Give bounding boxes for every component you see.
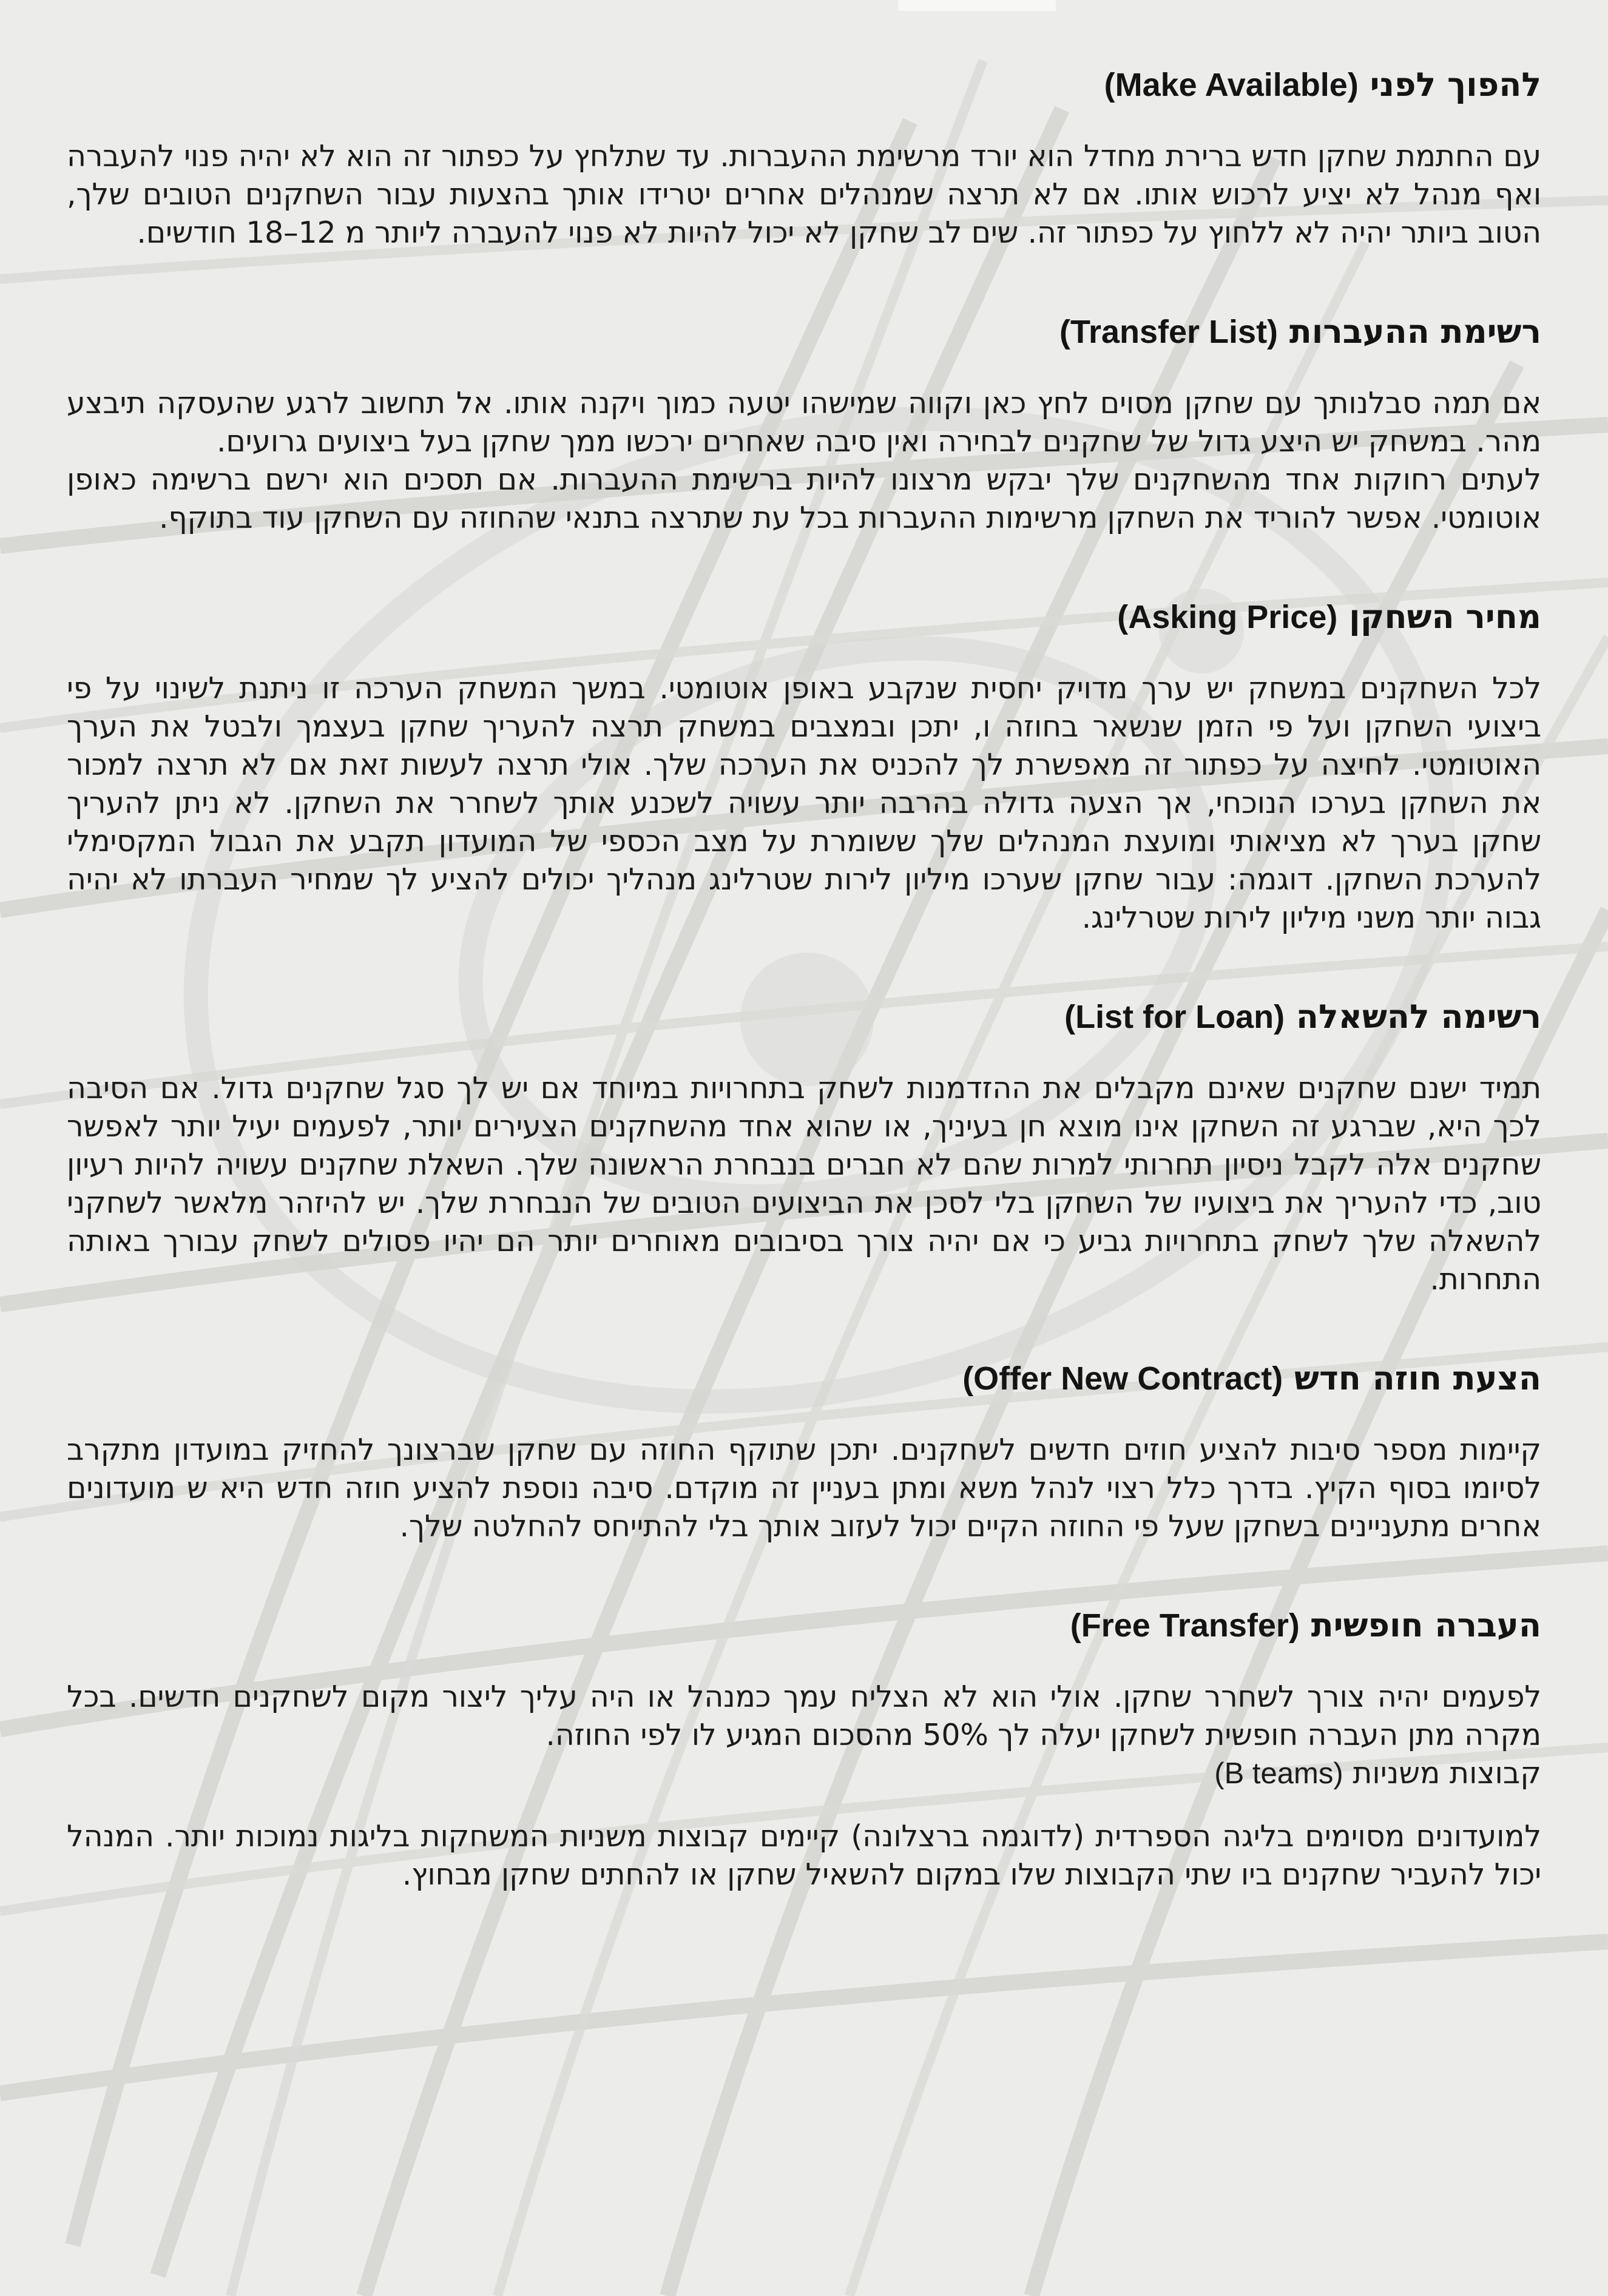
section-paragraph: קיימות מספר סיבות להציע חוזים חדשים לשחקנים. יתכן שתוקף החוזה עם שחקן שברצונך להחזיק במועדון מתקרב לסיומו בסוף הקיץ. בדרך כלל רצוי לנהל משא ומתן בעניין זה מוקדם. סיבה נוספת להציע חוזה חדש היא ש מועדונים אחרים מתעניינים בשחקן שעל פי החוזה הקיים יכול לעזוב אותך בלי להתייחס להחלטה שלך. xyxy=(67,1433,1541,1544)
section-offer-new-contract xyxy=(67,1354,1541,1545)
top-edge-highlight xyxy=(898,0,1056,11)
section-list-for-loan xyxy=(67,993,1541,1298)
section-heading xyxy=(67,308,1541,356)
heading-english: (Offer New Contract) xyxy=(962,1360,1283,1397)
heading-english: (Free Transfer) xyxy=(1070,1607,1300,1644)
heading-english: (Make Available) xyxy=(1104,67,1359,103)
section-paragraph: תמיד ישנם שחקנים שאינם מקבלים את ההזדמנות לשחק בתחרויות במיוחד אם יש לך סגל שחקנים גדול. אם הסיבה לכך היא, שברגע זה השחקן אינו מוצא חן בעיניך, או שהוא אחד מהשחקנים הצעירים יותר, לפעמים יעיל יותר לאפשר שחקנים אלה לקבל ניסיון תחרותי למרות שהם לא חברים בנבחרת הראשונה שלך. השאלת שחקנים עשויה להיות רעיון טוב, כדי להעריך את ביצועיו של השחקן בלי לסכן את הביצועים הטובים של הנבחרת שלך. יש להיזהר מלאשר לשחקני להשאלה שלך לשחק בתחרויות גביע כי אם יהיה צורך בסיבובים מאוחרים יותר הם יהיו פסולים לשחק עבורך באותה התחרות. xyxy=(67,1071,1541,1297)
section-heading xyxy=(67,993,1541,1041)
section-heading xyxy=(67,593,1541,641)
section-make-available xyxy=(67,61,1541,252)
section-transfer-list xyxy=(67,308,1541,537)
subheading-english: (B teams) xyxy=(1214,1757,1343,1790)
section-free-transfer xyxy=(67,1601,1541,1894)
subheading-b-teams xyxy=(67,1754,1541,1793)
section-paragraph: אם תמה סבלנותך עם שחקן מסוים לחץ כאן וקווה שמישהו יטעה כמוך ויקנה אותו. אל תחשוב לרגע שהעסקה תיבצע מהר. במשחק יש היצע גדול של שחקנים לבחירה ואין סיבה שאחרים ירכשו ממך שחקן בעל ביצועים גרועים. xyxy=(67,386,1541,459)
heading-hebrew: להפוך לפני xyxy=(1358,66,1541,104)
heading-english: (Transfer List) xyxy=(1059,314,1279,350)
heading-hebrew: העברה חופשית xyxy=(1299,1606,1541,1644)
section-paragraph: למועדונים מסוימים בליגה הספרדית (לדוגמה ברצלונה) קיימים קבוצות משניות המשחקות בליגות נמוכות יותר. המנהל יכול להעביר שחקנים ביו שתי הקבוצות שלו במקום להשאיל שחקן או להחתים שחקן מבחוץ. xyxy=(67,1819,1541,1892)
section-heading xyxy=(67,1601,1541,1650)
heading-english: (List for Loan) xyxy=(1064,999,1285,1035)
heading-english: (Asking Price) xyxy=(1117,599,1338,635)
section-paragraph: לפעמים יהיה צורך לשחרר שחקן. אולי הוא לא הצליח עמך כמנהל או היה עליך ליצור מקום לשחקנים חדשים. בכל מקרה מתן העברה חופשית לשחקן יעלה לך 50% מהסכום המגיע לו לפי החוזה. xyxy=(67,1680,1541,1752)
document-body xyxy=(67,61,1541,1894)
section-paragraph: לכל השחקנים במשחק יש ערך מדויק יחסית שנקבע באופן אוטומטי. במשך המשחק הערכה זו ניתנת לשינוי על פי ביצועי השחקן ועל פי הזמן שנשאר בחוזה ו, יתכן ובמצבים במשחק תרצה להעריך שחקן בעצמך ולבטל את הערך האוטומטי. לחיצה על כפתור זה מאפשרת לך להכניס את הערכה שלך. אולי תרצה לעשות זאת אם לא תרצה למכור את השחקן בערכו הנוכחי, אך הצעה גדולה בהרבה יותר עשויה לשכנע אותך לשחרר את השחקן. לא ניתן להעריך שחקן בערך לא מציאותי ומועצת המנהלים שלך ששומרת על מצב הכספי של המועדון תקבע את הגבול המקסימלי להערכת השחקן. דוגמה: עבור שחקן שערכו מיליון לירות שטרלינג מנהליך יכולים להציע לך שמחיר העברתו לא יהיה גבוה יותר משני מיליון לירות שטרלינג. xyxy=(67,671,1541,935)
section-heading xyxy=(67,1354,1541,1403)
heading-hebrew: הצעת חוזה חדש xyxy=(1283,1359,1541,1397)
heading-hebrew: מחיר השחקן xyxy=(1337,598,1541,636)
section-heading xyxy=(67,61,1541,109)
section-paragraph: לעתים רחוקות אחד מהשחקנים שלך יבקש מרצונו להיות ברשימת ההעברות. אם תסכים הוא ירשם ברשימה כאופן אוטומטי. אפשר להוריד את השחקן מרשימות ההעברות בכל עת שתרצה בתנאי שהחוזה עם השחקן עוד בתוקף. xyxy=(67,462,1541,535)
subheading-hebrew: קבוצות משניות xyxy=(1343,1756,1541,1791)
heading-hebrew: רשימה להשאלה xyxy=(1285,998,1541,1036)
section-paragraph: עם החתמת שחקן חדש ברירת מחדל הוא יורד מרשימת ההעברות. עד שתלחץ על כפתור זה הוא לא יהיה פנוי להעברה ואף מנהל לא יציע לרכוש אותו. אם לא תרצה שמנהלים אחרים יטרידו אותך בהצעות עבור השחקנים הטובים שלך, הטוב ביותר יהיה לא ללחוץ על כפתור זה. שים לב שחקן לא יכול להיות לא פנוי להעברה ליותר מ 12–18 חודשים. xyxy=(67,139,1541,250)
heading-hebrew: רשימת ההעברות xyxy=(1278,312,1541,351)
section-asking-price xyxy=(67,593,1541,937)
